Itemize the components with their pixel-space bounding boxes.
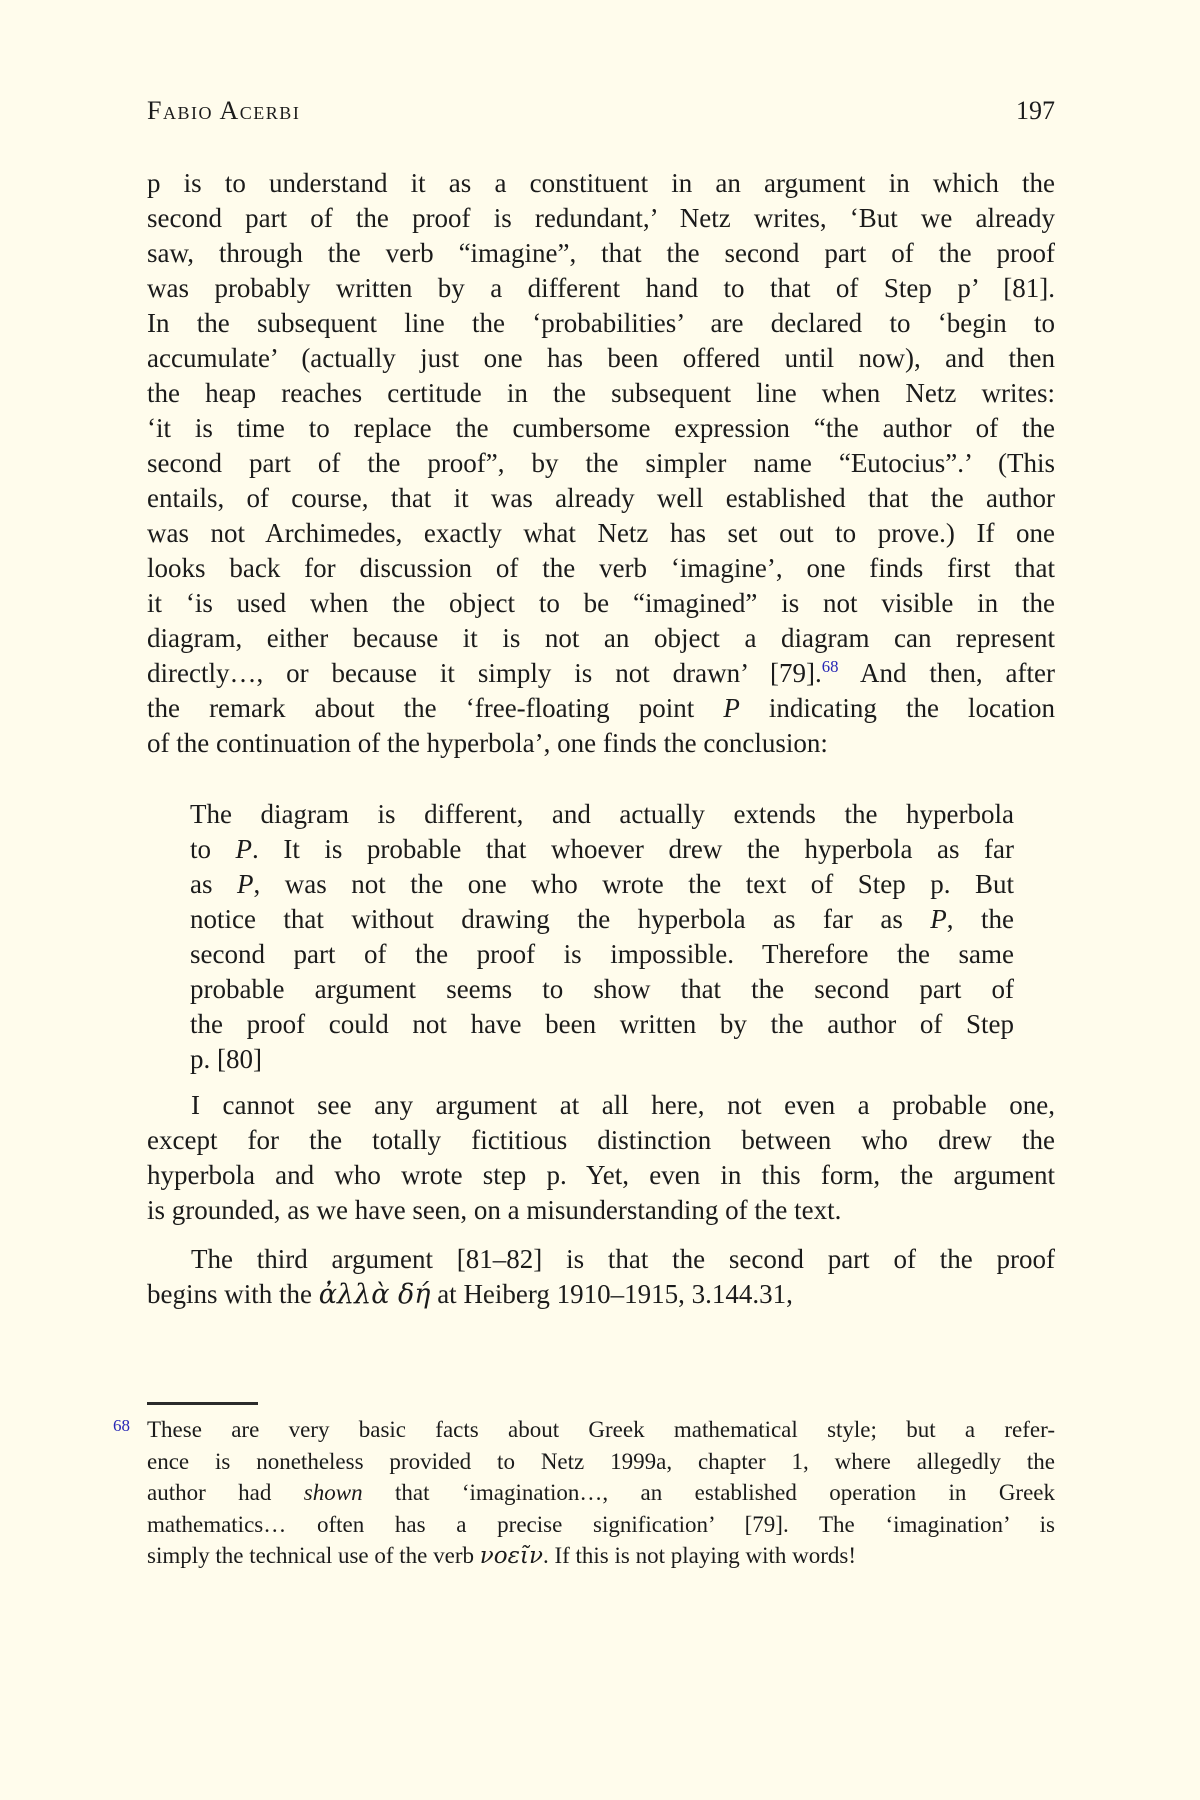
text-line: saw, through the verb “imagine”, that the second part of the proof: [147, 238, 1055, 268]
text-line: p is to understand it as a constituent in an argument in which the: [147, 168, 1055, 198]
text-line: directly…, or because it simply is not drawn’ [79].$^{68}$ And then, after: [147, 657, 1055, 688]
page-header: [147, 96, 1055, 126]
text-line: second part of the proof is redundant,’ Netz writes, ‘But we already: [147, 203, 1055, 233]
text-line: is grounded, as we have seen, on a misunderstanding of the text.: [147, 1195, 842, 1225]
text-line: mathematics… often has a precise signification’ [79]. The ‘imagination’ is: [147, 1511, 1055, 1537]
text-line: simply the technical use of the verb νοεῖν. If this is not playing with words!: [147, 1543, 856, 1569]
text-line: the remark about the ‘free-floating point P indicating the location: [147, 693, 1055, 723]
text-line: second part of the proof is impossible. Therefore the same: [190, 939, 1014, 969]
text-line: p. [80]: [190, 1044, 262, 1074]
text-line: was probably written by a different hand to that of Step p’ [81].: [147, 273, 1055, 303]
paragraph-3: [147, 1242, 1055, 1312]
text-line: notice that without drawing the hyperbola as far as P, the: [190, 904, 1014, 934]
page-number: 197: [1016, 96, 1055, 125]
text-line: was not Archimedes, exactly what Netz has set out to prove.) If one: [147, 518, 1055, 548]
text-line: author had shown that ‘imagination…, an established operation in Greek: [147, 1480, 1056, 1505]
text-line: as P, was not the one who wrote the text of Step p. But: [190, 869, 1014, 899]
text-line: ence is nonetheless provided to Netz 1999a, chapter 1, where allegedly the: [147, 1448, 1055, 1474]
text-line: except for the totally fictitious distinction between who drew the: [147, 1125, 1055, 1155]
footnote-68: [113, 1414, 1056, 1573]
text-line: hyperbola and who wrote step p. Yet, even in this form, the argument: [147, 1160, 1055, 1190]
text-line: entails, of course, that it was already well established that the author: [147, 483, 1055, 513]
text-line: The third argument [81–82] is that the second part of the proof: [191, 1244, 1055, 1274]
text-line: to P. It is probable that whoever drew the hyperbola as far: [190, 834, 1014, 864]
text-line: I cannot see any argument at all here, not even a probable one,: [191, 1090, 1055, 1120]
footnote-marker[interactable]: 68: [113, 1416, 130, 1435]
text-line: ‘it is time to replace the cumbersome expression “the author of the: [147, 413, 1055, 443]
text-line: second part of the proof”, by the simpler name “Eutocius”.’ (This: [147, 448, 1055, 478]
paragraph-1: [147, 166, 1055, 761]
footnote-ref-68[interactable]: 68: [821, 657, 839, 676]
text-line: In the subsequent line the ‘probabilities’ are declared to ‘begin to: [147, 308, 1055, 338]
text-line: the proof could not have been written by the author of Step: [190, 1009, 1014, 1039]
author-name: Fabio Acerbi: [147, 96, 301, 125]
text-line: the heap reaches certitude in the subsequent line when Netz writes:: [147, 378, 1055, 408]
paragraph-2: [147, 1088, 1055, 1228]
text-line: These are very basic facts about Greek mathematical style; but a refer-: [147, 1417, 1055, 1442]
footnote-rule: [147, 1402, 258, 1405]
text-line: of the continuation of the hyperbola’, one finds the conclusion:: [147, 728, 828, 758]
text-line: begins with the ἀλλὰ δή at Heiberg 1910–1915, 3.144.31,: [147, 1279, 793, 1310]
block-quote: [190, 797, 1014, 1077]
text-line: diagram, either because it is not an object a diagram can represent: [147, 623, 1055, 653]
footnote-text: [147, 1414, 1055, 1573]
text-line: The diagram is different, and actually extends the hyperbola: [190, 799, 1014, 829]
text-line: accumulate’ (actually just one has been offered until now), and then: [147, 343, 1055, 373]
text-line: it ‘is used when the object to be “imagined” is not visible in the: [147, 588, 1055, 618]
text-line: probable argument seems to show that the second part of: [190, 974, 1014, 1004]
text-line: looks back for discussion of the verb ‘imagine’, one finds first that: [147, 553, 1055, 583]
